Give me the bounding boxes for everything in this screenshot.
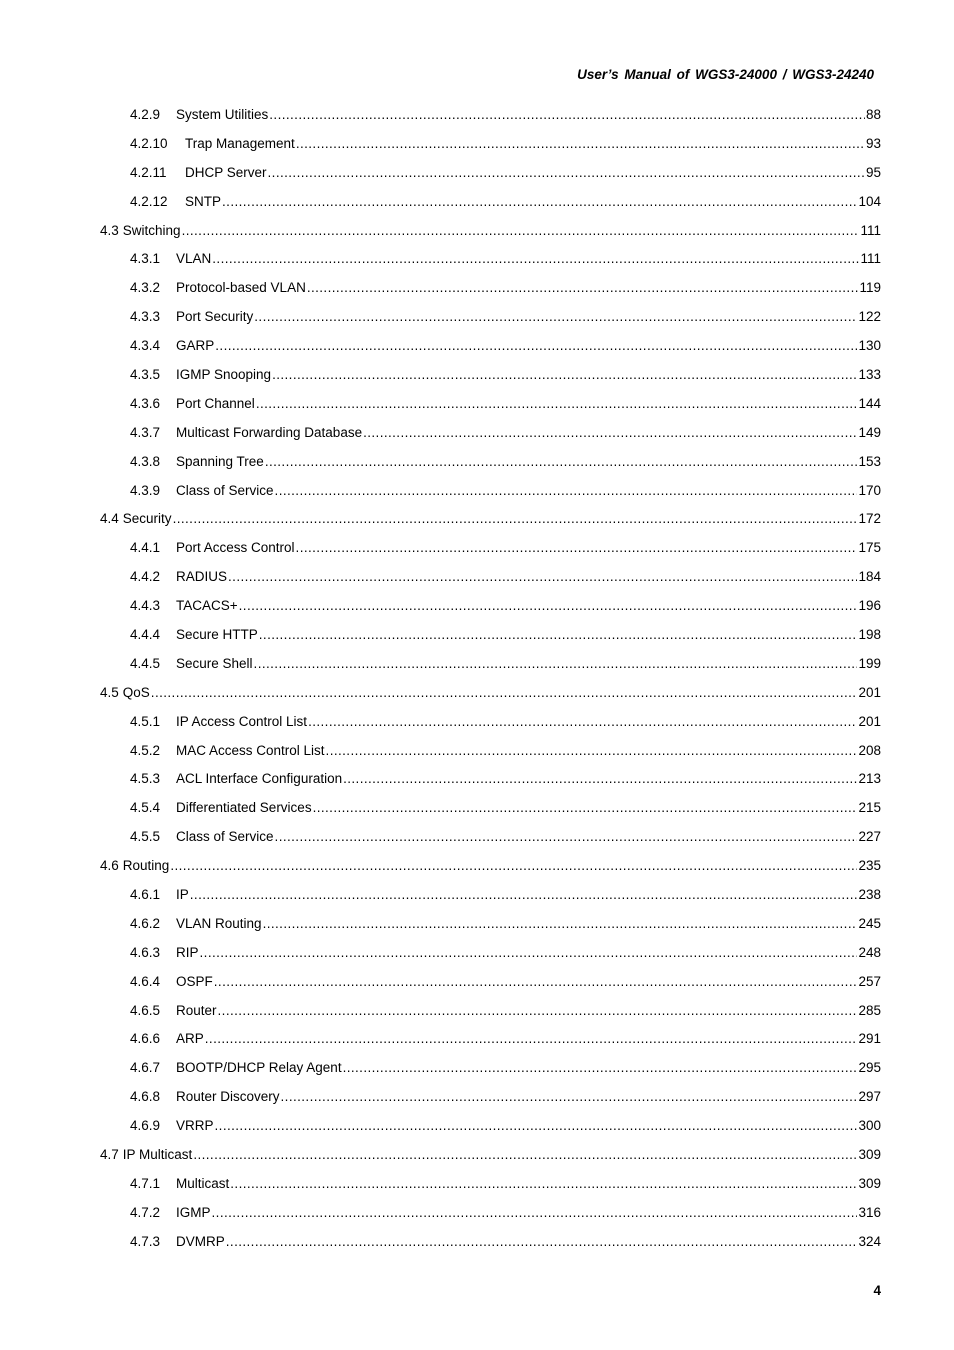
toc-entry-number: 4.4.3 bbox=[130, 598, 161, 614]
toc-entry-title: Router bbox=[176, 1002, 217, 1018]
toc-entry-number: 4.6.6 bbox=[130, 1031, 161, 1047]
toc-entry-number: 4.6.3 bbox=[130, 944, 161, 960]
toc-entry-page: 111 bbox=[860, 251, 881, 267]
toc-entry-number: 4.5.4 bbox=[130, 800, 161, 816]
toc-entry-number: 4.4.2 bbox=[130, 569, 161, 585]
toc-entry-page: 170 bbox=[858, 482, 881, 498]
toc-entry-number: 4.3 bbox=[100, 222, 119, 238]
toc-entry-page: 149 bbox=[858, 424, 881, 440]
toc-entry-number: 4.3.3 bbox=[130, 309, 161, 325]
dot-leader bbox=[343, 771, 857, 786]
toc-entry[interactable] bbox=[100, 389, 881, 418]
dot-leader bbox=[212, 251, 859, 266]
toc-entry-page: 198 bbox=[858, 626, 881, 642]
toc-entry-number: 4.2.12 bbox=[130, 193, 168, 209]
running-header: User’s Manual of WGS3-24000 / WGS3-24240 bbox=[577, 67, 874, 82]
toc-entry-title: TACACS+ bbox=[176, 598, 238, 614]
toc-entry-number: 4.5.3 bbox=[130, 771, 161, 787]
dot-leader bbox=[268, 165, 865, 180]
toc-entry-page: 238 bbox=[858, 886, 881, 902]
toc-entry-title: IP Multicast bbox=[122, 1147, 193, 1162]
dot-leader bbox=[308, 714, 857, 729]
toc-entry[interactable] bbox=[100, 1227, 881, 1256]
toc-entry[interactable] bbox=[100, 678, 881, 707]
toc-entry-title: Spanning Tree bbox=[176, 453, 264, 469]
dot-leader bbox=[151, 685, 858, 700]
toc-entry-page: 245 bbox=[858, 915, 881, 931]
toc-entry-number: 4.5.5 bbox=[130, 829, 161, 845]
toc-entry-title: DVMRP bbox=[176, 1233, 225, 1249]
toc-entry-title: Multicast bbox=[176, 1175, 230, 1191]
toc-entry-title: IGMP bbox=[176, 1204, 211, 1220]
toc-entry-number: 4.7.2 bbox=[130, 1204, 161, 1220]
toc-entry[interactable] bbox=[100, 476, 881, 505]
dot-leader bbox=[215, 1118, 858, 1133]
dot-leader bbox=[313, 800, 858, 815]
toc-entry-title: Routing bbox=[122, 858, 170, 874]
toc-entry-title: MAC Access Control List bbox=[176, 742, 325, 758]
toc-entry-number: 4.3.8 bbox=[130, 453, 161, 469]
toc-entry-title: ARP bbox=[176, 1031, 204, 1047]
toc-entry-number: 4.6.9 bbox=[130, 1118, 161, 1134]
dot-leader bbox=[193, 1147, 857, 1162]
toc-entry-number: 4.6 bbox=[100, 858, 119, 874]
dot-leader bbox=[296, 540, 858, 555]
dot-leader bbox=[222, 194, 857, 209]
toc-entry[interactable] bbox=[100, 504, 881, 533]
toc-entry[interactable] bbox=[100, 1082, 881, 1111]
toc-entry[interactable] bbox=[100, 938, 881, 967]
dot-leader bbox=[170, 858, 857, 873]
toc-entry-page: 295 bbox=[858, 1060, 881, 1076]
toc-entry-number: 4.4.1 bbox=[130, 540, 161, 556]
dot-leader bbox=[228, 569, 857, 584]
toc-entry[interactable] bbox=[100, 880, 881, 909]
toc-entry-number: 4.6.7 bbox=[130, 1060, 161, 1076]
dot-leader bbox=[190, 887, 858, 902]
toc-entry-title: VRRP bbox=[176, 1118, 214, 1134]
toc-entry[interactable] bbox=[100, 707, 881, 736]
toc-entry-title: GARP bbox=[176, 338, 215, 354]
toc-entry[interactable] bbox=[100, 360, 881, 389]
toc-entry[interactable] bbox=[100, 187, 881, 216]
toc-entry-page: 119 bbox=[859, 280, 881, 296]
page-number: 4 bbox=[873, 1283, 881, 1298]
toc-entry-page: 309 bbox=[858, 1147, 881, 1162]
toc-entry[interactable] bbox=[100, 331, 881, 360]
toc-entry-title: Secure Shell bbox=[176, 655, 253, 671]
toc-entry-page: 130 bbox=[858, 338, 881, 354]
dot-leader bbox=[230, 1176, 857, 1191]
toc-entry-title: Class of Service bbox=[176, 482, 274, 498]
toc-entry-number: 4.6.1 bbox=[130, 886, 161, 902]
toc-entry-title: VLAN Routing bbox=[176, 915, 262, 931]
toc-entry-number: 4.2.9 bbox=[130, 106, 161, 122]
toc-entry-page: 285 bbox=[858, 1002, 881, 1018]
toc-entry-title: Differentiated Services bbox=[176, 800, 312, 816]
table-of-contents bbox=[100, 100, 881, 1256]
toc-entry-title: System Utilities bbox=[176, 106, 269, 122]
toc-entry-page: 227 bbox=[858, 829, 881, 845]
toc-entry-title: Secure HTTP bbox=[176, 626, 258, 642]
toc-entry[interactable] bbox=[100, 158, 881, 187]
toc-entry-title: IGMP Snooping bbox=[176, 366, 272, 382]
toc-entry[interactable] bbox=[100, 620, 881, 649]
toc-entry-title: Security bbox=[122, 511, 172, 527]
toc-entry-page: 133 bbox=[858, 366, 881, 382]
toc-entry-title: Port Security bbox=[176, 309, 254, 325]
toc-entry-page: 248 bbox=[858, 944, 881, 960]
dot-leader bbox=[215, 338, 857, 353]
toc-entry[interactable] bbox=[100, 216, 881, 245]
toc-entry[interactable] bbox=[100, 447, 881, 476]
toc-entry-number: 4.6.8 bbox=[130, 1089, 161, 1105]
toc-entry[interactable] bbox=[100, 244, 881, 273]
toc-entry[interactable] bbox=[100, 822, 881, 851]
toc-entry[interactable] bbox=[100, 533, 881, 562]
toc-entry-title: ACL Interface Configuration bbox=[176, 771, 343, 787]
dot-leader bbox=[281, 1089, 858, 1104]
toc-entry-title: IP bbox=[176, 886, 189, 902]
toc-entry[interactable] bbox=[100, 764, 881, 793]
toc-entry-title: RADIUS bbox=[176, 569, 228, 585]
toc-entry-page: 104 bbox=[858, 193, 881, 209]
toc-entry-page: 297 bbox=[858, 1089, 881, 1105]
toc-entry[interactable] bbox=[100, 302, 881, 331]
toc-entry-page: 213 bbox=[858, 771, 881, 787]
dot-leader bbox=[254, 309, 857, 324]
toc-entry-title: IP Access Control List bbox=[176, 713, 308, 729]
dot-leader bbox=[363, 425, 857, 440]
toc-entry[interactable] bbox=[100, 129, 881, 158]
toc-entry[interactable] bbox=[100, 851, 881, 880]
toc-entry[interactable] bbox=[100, 1140, 881, 1169]
toc-entry-title: Router Discovery bbox=[176, 1089, 280, 1105]
toc-entry-page: 201 bbox=[858, 713, 881, 729]
toc-entry-page: 93 bbox=[865, 135, 881, 151]
toc-entry[interactable] bbox=[100, 736, 881, 765]
toc-entry-title: OSPF bbox=[176, 973, 213, 989]
toc-entry-title: RIP bbox=[176, 944, 199, 960]
toc-entry-number: 4.7.3 bbox=[130, 1233, 161, 1249]
toc-entry-number: 4.7.1 bbox=[130, 1175, 161, 1191]
dot-leader bbox=[200, 945, 858, 960]
toc-entry[interactable] bbox=[100, 793, 881, 822]
toc-entry-page: 95 bbox=[865, 164, 881, 180]
toc-entry-page: 235 bbox=[858, 858, 881, 874]
toc-entry-title: Switching bbox=[122, 222, 181, 238]
toc-entry-page: 153 bbox=[858, 453, 881, 469]
toc-entry-page: 172 bbox=[858, 511, 881, 527]
toc-entry-page: 184 bbox=[858, 569, 881, 585]
dot-leader bbox=[218, 1003, 858, 1018]
toc-entry-number: 4.4.5 bbox=[130, 655, 161, 671]
toc-entry-title: SNTP bbox=[185, 193, 222, 209]
toc-entry-page: 324 bbox=[858, 1233, 881, 1249]
toc-entry[interactable] bbox=[100, 1025, 881, 1054]
dot-leader bbox=[205, 1031, 858, 1046]
toc-entry-title: BOOTP/DHCP Relay Agent bbox=[176, 1060, 342, 1076]
toc-entry-title: Port Access Control bbox=[176, 540, 295, 556]
toc-entry-number: 4.3.9 bbox=[130, 482, 161, 498]
toc-entry-page: 257 bbox=[858, 973, 881, 989]
toc-entry[interactable] bbox=[100, 1053, 881, 1082]
toc-entry[interactable] bbox=[100, 100, 881, 129]
toc-entry-page: 316 bbox=[858, 1204, 881, 1220]
toc-entry-number: 4.3.6 bbox=[130, 395, 161, 411]
dot-leader bbox=[272, 367, 857, 382]
toc-entry-page: 291 bbox=[858, 1031, 881, 1047]
toc-entry[interactable] bbox=[100, 1198, 881, 1227]
dot-leader bbox=[326, 743, 858, 758]
dot-leader bbox=[212, 1205, 858, 1220]
dot-leader bbox=[226, 1234, 858, 1249]
toc-entry-page: 196 bbox=[858, 598, 881, 614]
dot-leader bbox=[296, 136, 865, 151]
toc-entry[interactable] bbox=[100, 562, 881, 591]
toc-entry[interactable] bbox=[100, 649, 881, 678]
dot-leader bbox=[343, 1060, 858, 1075]
toc-entry-title: VLAN bbox=[176, 251, 212, 267]
toc-entry-title: QoS bbox=[122, 684, 150, 700]
toc-entry-page: 144 bbox=[858, 395, 881, 411]
toc-entry[interactable] bbox=[100, 273, 881, 302]
toc-entry-number: 4.7 bbox=[100, 1147, 119, 1162]
toc-entry-page: 199 bbox=[858, 655, 881, 671]
toc-entry-page: 215 bbox=[858, 800, 881, 816]
toc-entry-number: 4.2.10 bbox=[130, 135, 168, 151]
dot-leader bbox=[269, 107, 865, 122]
toc-entry-number: 4.6.5 bbox=[130, 1002, 161, 1018]
dot-leader bbox=[275, 483, 858, 498]
toc-entry-title: Protocol-based VLAN bbox=[176, 280, 306, 296]
toc-entry-number: 4.5.1 bbox=[130, 713, 161, 729]
toc-entry-page: 208 bbox=[858, 742, 881, 758]
dot-leader bbox=[239, 598, 858, 613]
dot-leader bbox=[256, 396, 858, 411]
toc-entry-title: Class of Service bbox=[176, 829, 274, 845]
toc-entry-number: 4.6.2 bbox=[130, 915, 161, 931]
toc-entry-page: 88 bbox=[865, 106, 881, 122]
toc-entry-number: 4.3.5 bbox=[130, 366, 161, 382]
toc-entry-title: Trap Management bbox=[185, 135, 295, 151]
toc-entry-page: 201 bbox=[858, 684, 881, 700]
toc-entry-number: 4.3.2 bbox=[130, 280, 161, 296]
toc-entry-number: 4.4.4 bbox=[130, 626, 161, 642]
toc-entry[interactable] bbox=[100, 1169, 881, 1198]
toc-entry-number: 4.3.4 bbox=[130, 338, 161, 354]
dot-leader bbox=[259, 627, 858, 642]
toc-entry-page: 175 bbox=[858, 540, 881, 556]
toc-entry-number: 4.6.4 bbox=[130, 973, 161, 989]
dot-leader bbox=[214, 974, 858, 989]
toc-entry-number: 4.4 bbox=[100, 511, 119, 527]
toc-entry[interactable] bbox=[100, 996, 881, 1025]
toc-entry-number: 4.5 bbox=[100, 684, 119, 700]
dot-leader bbox=[263, 916, 858, 931]
toc-entry[interactable] bbox=[100, 591, 881, 620]
toc-entry-page: 111 bbox=[860, 222, 881, 238]
toc-entry[interactable] bbox=[100, 418, 881, 447]
toc-entry-title: Port Channel bbox=[176, 395, 255, 411]
toc-entry-number: 4.3.1 bbox=[130, 251, 161, 267]
toc-entry-page: 309 bbox=[858, 1175, 881, 1191]
toc-entry[interactable] bbox=[100, 967, 881, 996]
toc-entry-page: 122 bbox=[858, 309, 881, 325]
dot-leader bbox=[275, 829, 858, 844]
toc-entry-number: 4.2.11 bbox=[130, 164, 167, 180]
toc-entry[interactable] bbox=[100, 1111, 881, 1140]
toc-entry[interactable] bbox=[100, 909, 881, 938]
toc-entry-number: 4.5.2 bbox=[130, 742, 161, 758]
toc-entry-title: Multicast Forwarding Database bbox=[176, 424, 363, 440]
toc-entry-page: 300 bbox=[858, 1118, 881, 1134]
dot-leader bbox=[182, 223, 860, 238]
toc-entry-number: 4.3.7 bbox=[130, 424, 161, 440]
dot-leader bbox=[307, 280, 859, 295]
toc-entry-title: DHCP Server bbox=[185, 164, 267, 180]
dot-leader bbox=[173, 511, 858, 526]
dot-leader bbox=[265, 454, 858, 469]
dot-leader bbox=[254, 656, 858, 671]
